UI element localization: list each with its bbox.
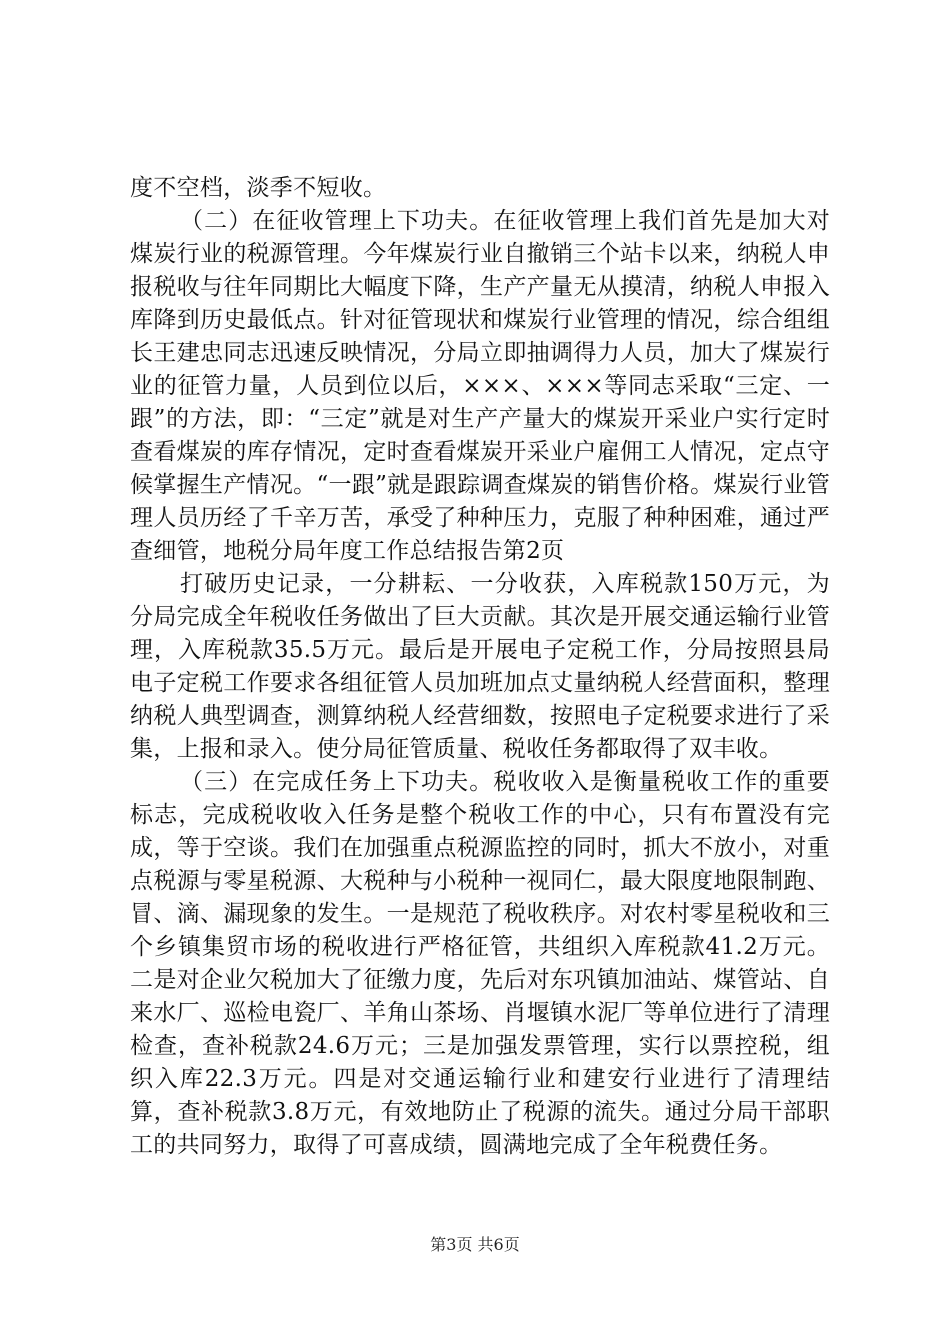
paragraph-continuation: 度不空档，淡季不短收。 [130, 175, 387, 201]
paragraph-task-completion: （三）在完成任务上下功夫。税收收入是衡量税收工作的重要标志，完成税收收入任务是整个税收工作的中心，只有布置没有完成，等于空谈。我们在加强重点税源监控的同时，抓大不放小，对重点税源与零星税源、大税种与小税种一视同仁，最大限度地限制跑、冒、滴、漏现象的发生。一是规范了税收秩序。对农村零星税收和三个乡镇集贸市场的税收进行严格征管，共组织入库税款41.2万元。二是对企业欠税加大了征缴力度，先后对东巩镇加油站、煤管站、自来水厂、巡检电瓷厂、羊角山茶场、肖堰镇水泥厂等单位进行了清理检查，查补税款24.6万元；三是加强发票管理，实行以票控税，组织入库22.3万元。四是对交通运输行业和建安行业进行了清理结算，查补税款3.8万元，有效地防止了税源的流失。通过分局干部职工的共同努力，取得了可喜成绩，圆满地完成了全年税费任务。 [130, 769, 830, 1158]
page-number-footer: 第3页 共6页 [430, 1235, 520, 1254]
document-body [130, 172, 830, 1162]
paragraph-record-breaking: 打破历史记录，一分耕耘、一分收获，入库税款150万元，为分局完成全年税收任务做出了巨大贡献。其次是开展交通运输行业管理，入库税款35.5万元。最后是开展电子定税工作，分局按照县局电子定税工作要求各组征管人员加班加点丈量纳税人经营面积，整理纳税人典型调查，测算纳税人经营细数，按照电子定税要求进行了采集，上报和录入。使分局征管质量、税收任务都取得了双丰收。 [130, 571, 830, 762]
paragraph-collection-management: （二）在征收管理上下功夫。在征收管理上我们首先是加大对煤炭行业的税源管理。今年煤炭行业自撤销三个站卡以来，纳税人申报税收与往年同期比大幅度下降，生产产量无从摸清，纳税人申报入库降到历史最低点。针对征管现状和煤炭行业管理的情况，综合组组长王建忠同志迅速反映情况，分局立即抽调得力人员，加大了煤炭行业的征管力量，人员到位以后，×××、×××等同志采取“三定、一跟”的方法，即：“三定”就是对生产产量大的煤炭开采业户实行定时查看煤炭的库存情况，定时查看煤炭开采业户雇佣工人情况，定点守候掌握生产情况。“一跟”就是跟踪调查煤炭的销售价格。煤炭行业管理人员历经了千辛万苦，承受了种种压力，克服了种种困难，通过严查细管，地税分局年度工作总结报告第2页 [130, 208, 830, 564]
